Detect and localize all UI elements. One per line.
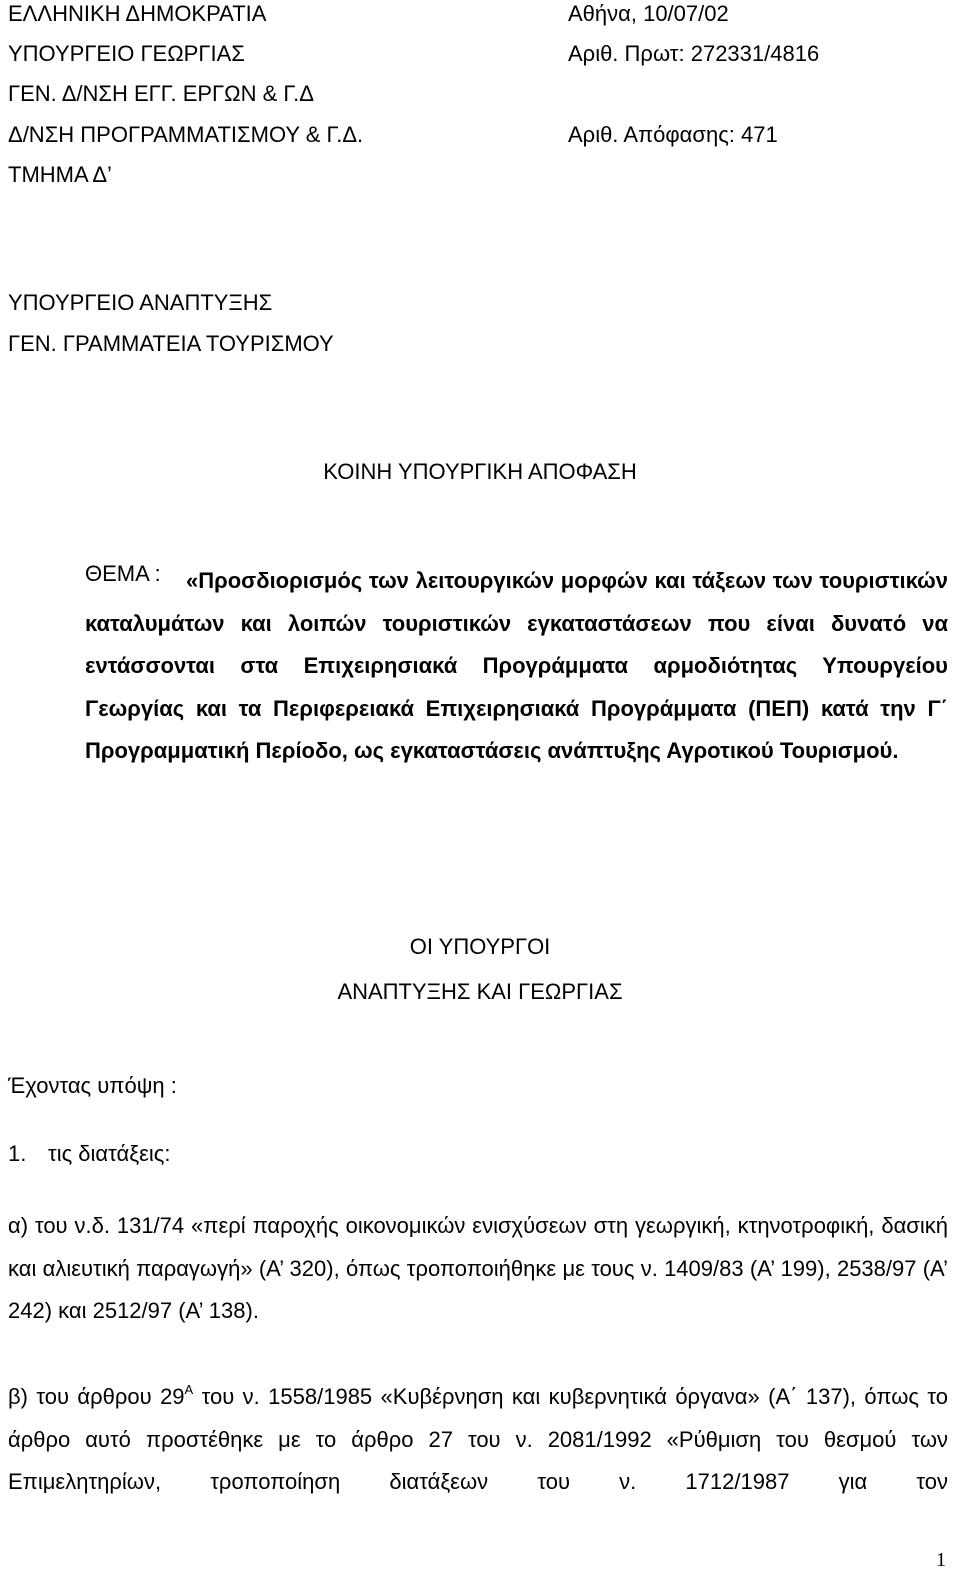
protocol-number: Αριθ. Πρωτ: 272331/4816 <box>568 41 820 66</box>
header-line-directorate: Δ/ΝΣΗ ΠΡΟΓΡΑΜΜΑΤΙΣΜΟΥ & Γ.Δ. <box>8 122 364 147</box>
item-b-text: του ν. 1558/1985 «Κυβέρνηση και κυβερνητικά όργανα» (Α΄ 137), όπως το άρθρο αυτό προστέθηκε με το άρθρο 27 του ν. 2081/1992 «Ρύθμιση του θεσμού των Επιμελητηρίων, τροποποίηση διατάξεων του ν. 1712/1987 για τον <box>8 1384 948 1495</box>
header-line-ministry: ΥΠΟΥΡΓΕΙΟ ΓΕΩΡΓΙΑΣ <box>8 41 245 66</box>
decision-number: Αριθ. Απόφασης: 471 <box>568 122 778 147</box>
subject-text-block <box>85 560 948 773</box>
document-title: ΚΟΙΝΗ ΥΠΟΥΡΓΙΚΗ ΑΠΟΦΑΣΗ <box>323 459 637 484</box>
place-date: Αθήνα, 10/07/02 <box>568 1 729 26</box>
item-b-lead: β) του άρθρου 29 <box>8 1384 185 1409</box>
subject-text: «Προσδιορισμός των λειτουργικών μορφών και τάξεων των τουριστικών καταλυμάτων και λοιπών τουριστικών εγκαταστάσεων που είναι δυνατό να εντάσσονται στα Επιχειρησιακά Προγράμματα αρμοδιότητας Υπουργείου Γεωργίας και τα Περιφερειακά Επιχειρησιακά Προγράμματα (ΠΕΠ) κατά την Γ΄ Προγραμματική Περίοδο, ως εγκαταστάσεις ανάπτυξης Αγροτικού Τουρισμού. <box>85 568 948 763</box>
point-1-number: 1. <box>8 1141 27 1166</box>
ministers-names: ΑΝΑΠΤΥΞΗΣ ΚΑΙ ΓΕΩΡΓΙΑΣ <box>337 979 623 1004</box>
header-line-department: ΤΜΗΜΑ Δ’ <box>8 162 112 187</box>
page-number: 1 <box>936 1549 946 1571</box>
header-line-ministry-development: ΥΠΟΥΡΓΕΙΟ ΑΝΑΠΤΥΞΗΣ <box>8 290 273 315</box>
ministers-heading: ΟΙ ΥΠΟΥΡΓΟΙ <box>409 934 551 959</box>
point-1-text: τις διατάξεις: <box>48 1141 171 1166</box>
header-line-republic: ΕΛΛΗΝΙΚΗ ΔΗΜΟΚΡΑΤΙΑ <box>8 1 267 26</box>
item-b-superscript: Α <box>184 1382 194 1397</box>
having-regard: Έχοντας υπόψη : <box>8 1073 177 1098</box>
header-line-tourism-secretariat: ΓΕΝ. ΓΡΑΜΜΑΤΕΙΑ ΤΟΥΡΙΣΜΟΥ <box>8 331 334 356</box>
subject-label: ΘΕΜΑ : <box>85 561 161 586</box>
header-line-directorate-general: ΓΕΝ. Δ/ΝΣΗ ΕΓΓ. ΕΡΓΩΝ & Γ.Δ <box>8 81 314 106</box>
item-a-paragraph: α) του ν.δ. 131/74 «περί παροχής οικονομικών ενισχύσεων στη γεωργική, κτηνοτροφική, δασική και αλιευτική παραγωγή» (Α’ 320), όπως τροποποιήθηκε με τους ν. 1409/83 (Α’ 199), 2538/97 (Α’ 242) και 2512/97 (Α’ 138). <box>8 1213 948 1324</box>
item-b-paragraph <box>8 1376 948 1504</box>
